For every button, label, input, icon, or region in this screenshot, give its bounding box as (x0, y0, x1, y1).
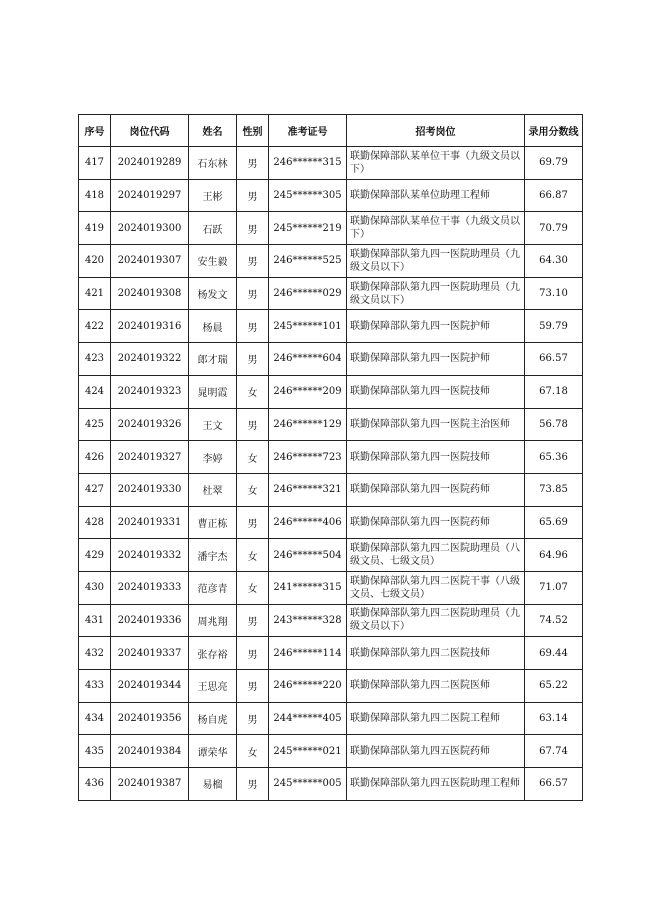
cell-gender: 女 (237, 735, 269, 768)
cell-name: 易榴 (189, 768, 237, 801)
table-row (79, 768, 583, 801)
table-row (79, 277, 583, 310)
cell-score: 69.79 (525, 147, 583, 180)
cell-post: 联勤保障部队第九四一医院护师 (347, 343, 525, 376)
cell-gender: 男 (237, 277, 269, 310)
cell-gender: 男 (237, 147, 269, 180)
cell-post: 联勤保障部队第九四一医院药师 (347, 473, 525, 506)
cell-gender: 女 (237, 473, 269, 506)
cell-serial: 431 (79, 604, 111, 637)
table-row (79, 310, 583, 343)
cell-post: 联勤保障部队第九四一医院技师 (347, 375, 525, 408)
cell-post-code: 2024019307 (111, 245, 189, 278)
cell-gender: 女 (237, 539, 269, 572)
cell-post: 联勤保障部队第九四二医院助理员（八级文员、七级文员） (347, 539, 525, 572)
cell-exam-id: 246******220 (269, 670, 347, 703)
cell-exam-id: 246******525 (269, 245, 347, 278)
table-row (79, 670, 583, 703)
cell-score: 67.18 (525, 375, 583, 408)
cell-serial: 432 (79, 637, 111, 670)
cell-name: 王思亮 (189, 670, 237, 703)
cell-serial: 426 (79, 441, 111, 474)
cell-exam-id: 241******315 (269, 571, 347, 604)
header-score: 录用分数线 (525, 115, 583, 147)
cell-post: 联勤保障部队第九四一医院技师 (347, 441, 525, 474)
cell-post: 联勤保障部队第九四一医院助理员（九级文员以下） (347, 245, 525, 278)
cell-score: 73.85 (525, 473, 583, 506)
cell-post: 联勤保障部队第九四二医院技师 (347, 637, 525, 670)
table-row (79, 375, 583, 408)
cell-name: 安生毅 (189, 245, 237, 278)
cell-name: 郎才瑞 (189, 343, 237, 376)
cell-gender: 男 (237, 408, 269, 441)
table-body (79, 147, 583, 801)
cell-post: 联勤保障部队第九四五医院助理工程师 (347, 768, 525, 801)
cell-serial: 423 (79, 343, 111, 376)
results-table (78, 114, 583, 801)
header-serial: 序号 (79, 115, 111, 147)
cell-exam-id: 245******219 (269, 212, 347, 245)
cell-post-code: 2024019337 (111, 637, 189, 670)
table-row (79, 506, 583, 539)
table-row (79, 571, 583, 604)
cell-post: 联勤保障部队第九四二医院助理员（九级文员以下） (347, 604, 525, 637)
cell-post-code: 2024019322 (111, 343, 189, 376)
cell-score: 65.22 (525, 670, 583, 703)
table-row (79, 604, 583, 637)
cell-gender: 男 (237, 310, 269, 343)
cell-score: 66.57 (525, 768, 583, 801)
cell-serial: 421 (79, 277, 111, 310)
cell-post-code: 2024019336 (111, 604, 189, 637)
cell-name: 杨自虎 (189, 702, 237, 735)
cell-post-code: 2024019300 (111, 212, 189, 245)
cell-name: 曹正栋 (189, 506, 237, 539)
cell-exam-id: 246******129 (269, 408, 347, 441)
cell-name: 谭荣华 (189, 735, 237, 768)
cell-serial: 425 (79, 408, 111, 441)
cell-gender: 男 (237, 670, 269, 703)
cell-gender: 男 (237, 245, 269, 278)
cell-post-code: 2024019387 (111, 768, 189, 801)
cell-score: 65.69 (525, 506, 583, 539)
cell-score: 73.10 (525, 277, 583, 310)
cell-gender: 男 (237, 179, 269, 212)
table-row (79, 212, 583, 245)
cell-post: 联勤保障部队某单位干事（九级文员以下） (347, 212, 525, 245)
cell-name: 范彦青 (189, 571, 237, 604)
cell-score: 66.57 (525, 343, 583, 376)
cell-name: 王文 (189, 408, 237, 441)
table-row (79, 245, 583, 278)
cell-post-code: 2024019333 (111, 571, 189, 604)
cell-gender: 男 (237, 506, 269, 539)
table-header-row (79, 115, 583, 147)
cell-post-code: 2024019331 (111, 506, 189, 539)
cell-serial: 433 (79, 670, 111, 703)
cell-exam-id: 245******021 (269, 735, 347, 768)
cell-score: 64.30 (525, 245, 583, 278)
cell-score: 65.36 (525, 441, 583, 474)
cell-post: 联勤保障部队第九四一医院护师 (347, 310, 525, 343)
cell-serial: 419 (79, 212, 111, 245)
cell-exam-id: 246******321 (269, 473, 347, 506)
cell-post: 联勤保障部队第九四一医院药师 (347, 506, 525, 539)
cell-exam-id: 246******209 (269, 375, 347, 408)
cell-score: 64.96 (525, 539, 583, 572)
cell-gender: 男 (237, 768, 269, 801)
cell-post: 联勤保障部队第九四五医院药师 (347, 735, 525, 768)
cell-exam-id: 246******604 (269, 343, 347, 376)
cell-post-code: 2024019384 (111, 735, 189, 768)
cell-exam-id: 246******114 (269, 637, 347, 670)
cell-post-code: 2024019330 (111, 473, 189, 506)
table-row (79, 343, 583, 376)
cell-serial: 430 (79, 571, 111, 604)
cell-gender: 男 (237, 637, 269, 670)
cell-score: 66.87 (525, 179, 583, 212)
cell-gender: 女 (237, 571, 269, 604)
table-row (79, 408, 583, 441)
cell-post-code: 2024019289 (111, 147, 189, 180)
cell-score: 63.14 (525, 702, 583, 735)
cell-name: 杨发文 (189, 277, 237, 310)
cell-post-code: 2024019332 (111, 539, 189, 572)
cell-name: 石东林 (189, 147, 237, 180)
cell-post: 联勤保障部队第九四二医院干事（八级文员、七级文员） (347, 571, 525, 604)
table-row (79, 147, 583, 180)
cell-post: 联勤保障部队第九四二医院医师 (347, 670, 525, 703)
table-row (79, 637, 583, 670)
cell-name: 杜翠 (189, 473, 237, 506)
header-gender: 性别 (237, 115, 269, 147)
cell-exam-id: 245******101 (269, 310, 347, 343)
cell-exam-id: 244******405 (269, 702, 347, 735)
cell-post-code: 2024019323 (111, 375, 189, 408)
cell-score: 56.78 (525, 408, 583, 441)
cell-post-code: 2024019356 (111, 702, 189, 735)
cell-serial: 428 (79, 506, 111, 539)
cell-name: 王彬 (189, 179, 237, 212)
cell-score: 67.74 (525, 735, 583, 768)
cell-exam-id: 246******406 (269, 506, 347, 539)
table-row (79, 735, 583, 768)
cell-serial: 435 (79, 735, 111, 768)
cell-post: 联勤保障部队第九四一医院主治医师 (347, 408, 525, 441)
cell-post-code: 2024019327 (111, 441, 189, 474)
cell-score: 74.52 (525, 604, 583, 637)
table-row (79, 179, 583, 212)
cell-post-code: 2024019344 (111, 670, 189, 703)
cell-post: 联勤保障部队第九四二医院工程师 (347, 702, 525, 735)
cell-serial: 418 (79, 179, 111, 212)
cell-gender: 女 (237, 441, 269, 474)
cell-name: 张存裕 (189, 637, 237, 670)
cell-post-code: 2024019297 (111, 179, 189, 212)
cell-name: 晁明霞 (189, 375, 237, 408)
cell-gender: 男 (237, 702, 269, 735)
cell-name: 周兆翔 (189, 604, 237, 637)
cell-score: 59.79 (525, 310, 583, 343)
cell-serial: 424 (79, 375, 111, 408)
table-row (79, 473, 583, 506)
cell-exam-id: 246******723 (269, 441, 347, 474)
cell-post: 联勤保障部队某单位助理工程师 (347, 179, 525, 212)
cell-post: 联勤保障部队某单位干事（九级文员以下） (347, 147, 525, 180)
table-row (79, 702, 583, 735)
cell-serial: 427 (79, 473, 111, 506)
cell-exam-id: 245******005 (269, 768, 347, 801)
cell-post-code: 2024019326 (111, 408, 189, 441)
cell-serial: 422 (79, 310, 111, 343)
cell-score: 70.79 (525, 212, 583, 245)
cell-serial: 429 (79, 539, 111, 572)
header-post-code: 岗位代码 (111, 115, 189, 147)
table-row (79, 539, 583, 572)
cell-post-code: 2024019308 (111, 277, 189, 310)
cell-exam-id: 243******328 (269, 604, 347, 637)
cell-gender: 女 (237, 375, 269, 408)
cell-score: 71.07 (525, 571, 583, 604)
cell-serial: 436 (79, 768, 111, 801)
cell-exam-id: 246******504 (269, 539, 347, 572)
table-row (79, 441, 583, 474)
header-post: 招考岗位 (347, 115, 525, 147)
cell-post-code: 2024019316 (111, 310, 189, 343)
cell-name: 石跃 (189, 212, 237, 245)
cell-serial: 434 (79, 702, 111, 735)
cell-name: 潘宇杰 (189, 539, 237, 572)
cell-post: 联勤保障部队第九四一医院助理员（九级文员以下） (347, 277, 525, 310)
cell-gender: 男 (237, 212, 269, 245)
cell-exam-id: 246******315 (269, 147, 347, 180)
cell-name: 李婷 (189, 441, 237, 474)
cell-serial: 420 (79, 245, 111, 278)
cell-name: 杨晨 (189, 310, 237, 343)
cell-exam-id: 246******029 (269, 277, 347, 310)
header-exam-id: 准考证号 (269, 115, 347, 147)
cell-gender: 男 (237, 343, 269, 376)
cell-serial: 417 (79, 147, 111, 180)
header-name: 姓名 (189, 115, 237, 147)
cell-gender: 男 (237, 604, 269, 637)
cell-score: 69.44 (525, 637, 583, 670)
cell-exam-id: 245******305 (269, 179, 347, 212)
